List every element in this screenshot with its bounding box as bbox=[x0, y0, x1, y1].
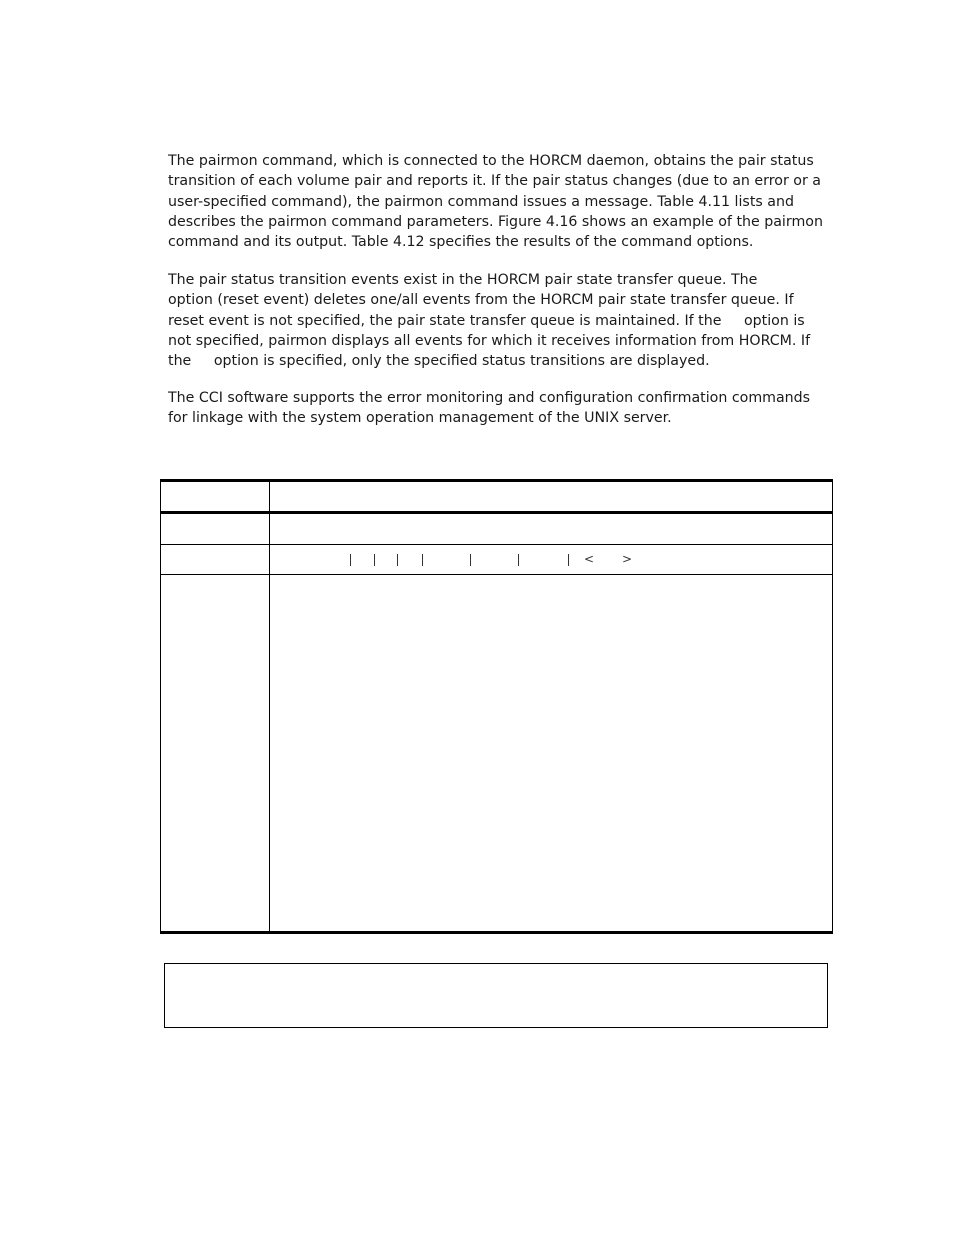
paragraph-pairmon-intro bbox=[168, 151, 828, 252]
table-row-options bbox=[161, 575, 832, 931]
syntax-separator-bar bbox=[568, 554, 569, 566]
pairmon-example-box bbox=[164, 963, 828, 1028]
pairmon-parameters-table bbox=[160, 479, 833, 934]
text-line: user-specified command), the pairmon command issues a message. Table 4.11 lists and bbox=[168, 193, 794, 210]
syntax-separator-bar bbox=[470, 554, 471, 566]
syntax-open-angle: < bbox=[584, 552, 595, 566]
paragraph-transfer-queue bbox=[168, 270, 828, 371]
syntax-separator-bar bbox=[422, 554, 423, 566]
table-row-command-name bbox=[161, 514, 832, 545]
text-line: not specified, pairmon displays all events for which it receives information from HORCM. If bbox=[168, 332, 811, 349]
syntax-separator-bar bbox=[397, 554, 398, 566]
syntax-separator-bar bbox=[350, 554, 351, 566]
text-line: transition of each volume pair and reports it. If the pair status changes (due to an error or a bbox=[168, 173, 821, 190]
text-line: for linkage with the system operation management of the UNIX server. bbox=[168, 410, 672, 427]
text-line: command and its output. Table 4.12 specifies the results of the command options. bbox=[168, 234, 754, 251]
text-line: The pair status transition events exist in the HORCM pair state transfer queue. The bbox=[168, 272, 758, 288]
table-row-format bbox=[161, 545, 832, 575]
syntax-separator-bar bbox=[518, 554, 519, 566]
text-line: the option is specified, only the specified status transitions are displayed. bbox=[168, 353, 710, 370]
text-line: describes the pairmon command parameters. Figure 4.16 shows an example of the pairmon bbox=[168, 213, 823, 230]
syntax-separator-bar bbox=[374, 554, 375, 566]
table-header-row bbox=[161, 482, 832, 514]
text-line: The CCI software supports the error monitoring and configuration confirmation commands bbox=[168, 390, 811, 406]
syntax-close-angle: > bbox=[622, 552, 633, 566]
text-line: reset event is not specified, the pair state transfer queue is maintained. If the option is bbox=[168, 312, 805, 329]
text-line: option (reset event) deletes one/all events from the HORCM pair state transfer queue. If bbox=[168, 292, 794, 309]
paragraph-cci-support bbox=[168, 388, 828, 429]
text-line: The pairmon command, which is connected to the HORCM daemon, obtains the pair status bbox=[168, 153, 814, 169]
